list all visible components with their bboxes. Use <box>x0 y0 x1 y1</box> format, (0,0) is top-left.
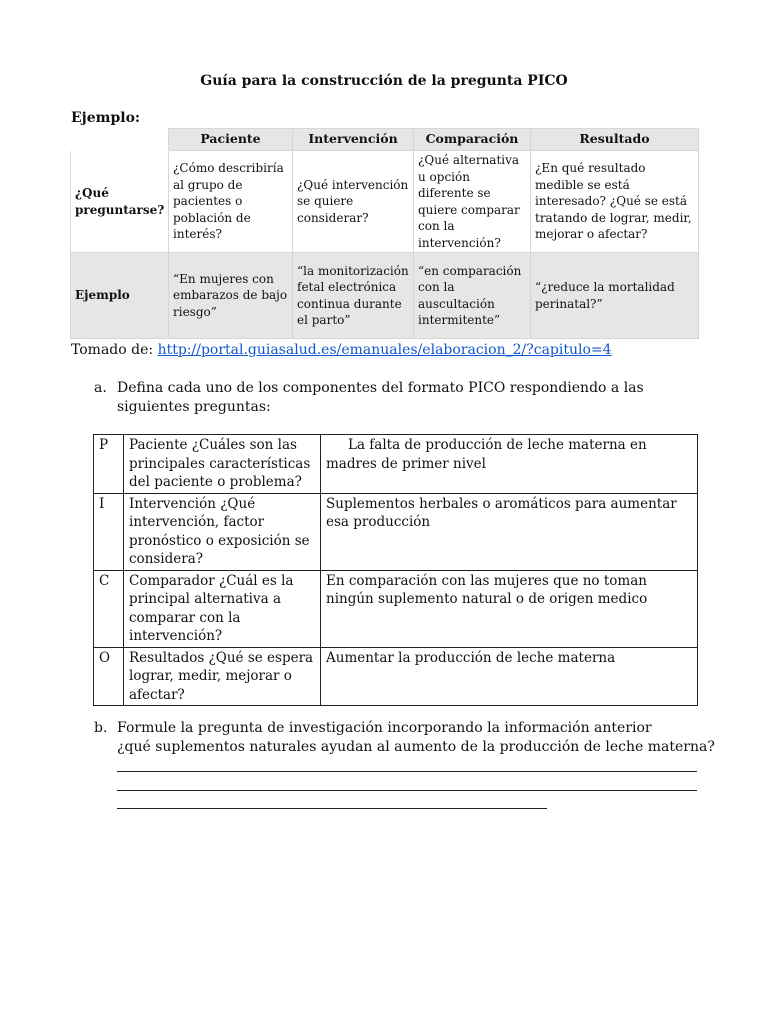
example-cell: ¿Cómo describiría al grupo de pacientes o población de interés? <box>169 151 293 253</box>
example-table-header-row <box>71 129 699 151</box>
question-b-text: Formule la pregunta de investigación incorporando la información anterior <box>117 720 652 736</box>
example-header-resultado: Resultado <box>531 129 699 151</box>
answer-line <box>117 808 547 809</box>
question-b-answer: ¿qué suplementos naturales ayudan al aumento de la producción de leche materna? <box>117 739 715 755</box>
pico-letter: C <box>94 570 124 647</box>
example-label: Ejemplo: <box>71 110 141 126</box>
pico-question: Paciente ¿Cuáles son las principales características del paciente o problema? <box>124 435 321 494</box>
pico-question: Intervención ¿Qué intervención, factor pronóstico o exposición se considera? <box>124 493 321 570</box>
question-a-marker: a. <box>94 380 107 396</box>
question-a-text: Defina cada uno de los componentes del formato PICO respondiendo a las siguientes preguntas: <box>117 380 644 415</box>
example-cell: ¿Qué alternativa u opción diferente se quiere comparar con la intervención? <box>414 151 531 253</box>
example-cell: ¿Qué intervención se quiere considerar? <box>293 151 414 253</box>
pico-letter: I <box>94 493 124 570</box>
question-b-marker: b. <box>94 720 108 736</box>
source-prefix: Tomado de: <box>71 342 158 358</box>
pico-answer: En comparación con las mujeres que no toman ningún suplemento natural o de origen medico <box>321 570 698 647</box>
answer-line <box>117 790 697 791</box>
example-header-blank <box>71 129 169 151</box>
source-line <box>71 342 612 358</box>
pico-letter: P <box>94 435 124 494</box>
example-row-label: ¿Qué preguntarse? <box>71 151 169 253</box>
page-title: Guía para la construcción de la pregunta PICO <box>200 73 568 89</box>
pico-row <box>94 435 698 494</box>
pico-question: Resultados ¿Qué se espera lograr, medir, mejorar o afectar? <box>124 647 321 706</box>
pico-answer: Suplementos herbales o aromáticos para aumentar esa producción <box>321 493 698 570</box>
example-row-label: Ejemplo <box>71 253 169 339</box>
example-cell: ¿En qué resultado medible se está interesado? ¿Qué se está tratando de lograr, medir, mejorar o afectar? <box>531 151 699 253</box>
example-header-comparacion: Comparación <box>414 129 531 151</box>
example-cell: “En mujeres con embarazos de bajo riesgo” <box>169 253 293 339</box>
example-header-intervencion: Intervención <box>293 129 414 151</box>
pico-table <box>93 434 698 706</box>
pico-row <box>94 493 698 570</box>
pico-row <box>94 570 698 647</box>
example-cell: “¿reduce la mortalidad perinatal?” <box>531 253 699 339</box>
pico-row <box>94 647 698 706</box>
source-link[interactable]: http://portal.guiasalud.es/emanuales/elaboracion_2/?capitulo=4 <box>157 342 612 358</box>
pico-question: Comparador ¿Cuál es la principal alternativa a comparar con la intervención? <box>124 570 321 647</box>
example-cell: “en comparación con la auscultación intermitente” <box>414 253 531 339</box>
example-table <box>70 128 699 339</box>
example-cell: “la monitorización fetal electrónica continua durante el parto” <box>293 253 414 339</box>
pico-answer: Aumentar la producción de leche materna <box>321 647 698 706</box>
example-table-row <box>71 151 699 253</box>
pico-answer: La falta de producción de leche materna en madres de primer nivel <box>321 435 698 494</box>
pico-letter: O <box>94 647 124 706</box>
answer-line <box>117 771 697 772</box>
example-header-paciente: Paciente <box>169 129 293 151</box>
example-table-row <box>71 253 699 339</box>
